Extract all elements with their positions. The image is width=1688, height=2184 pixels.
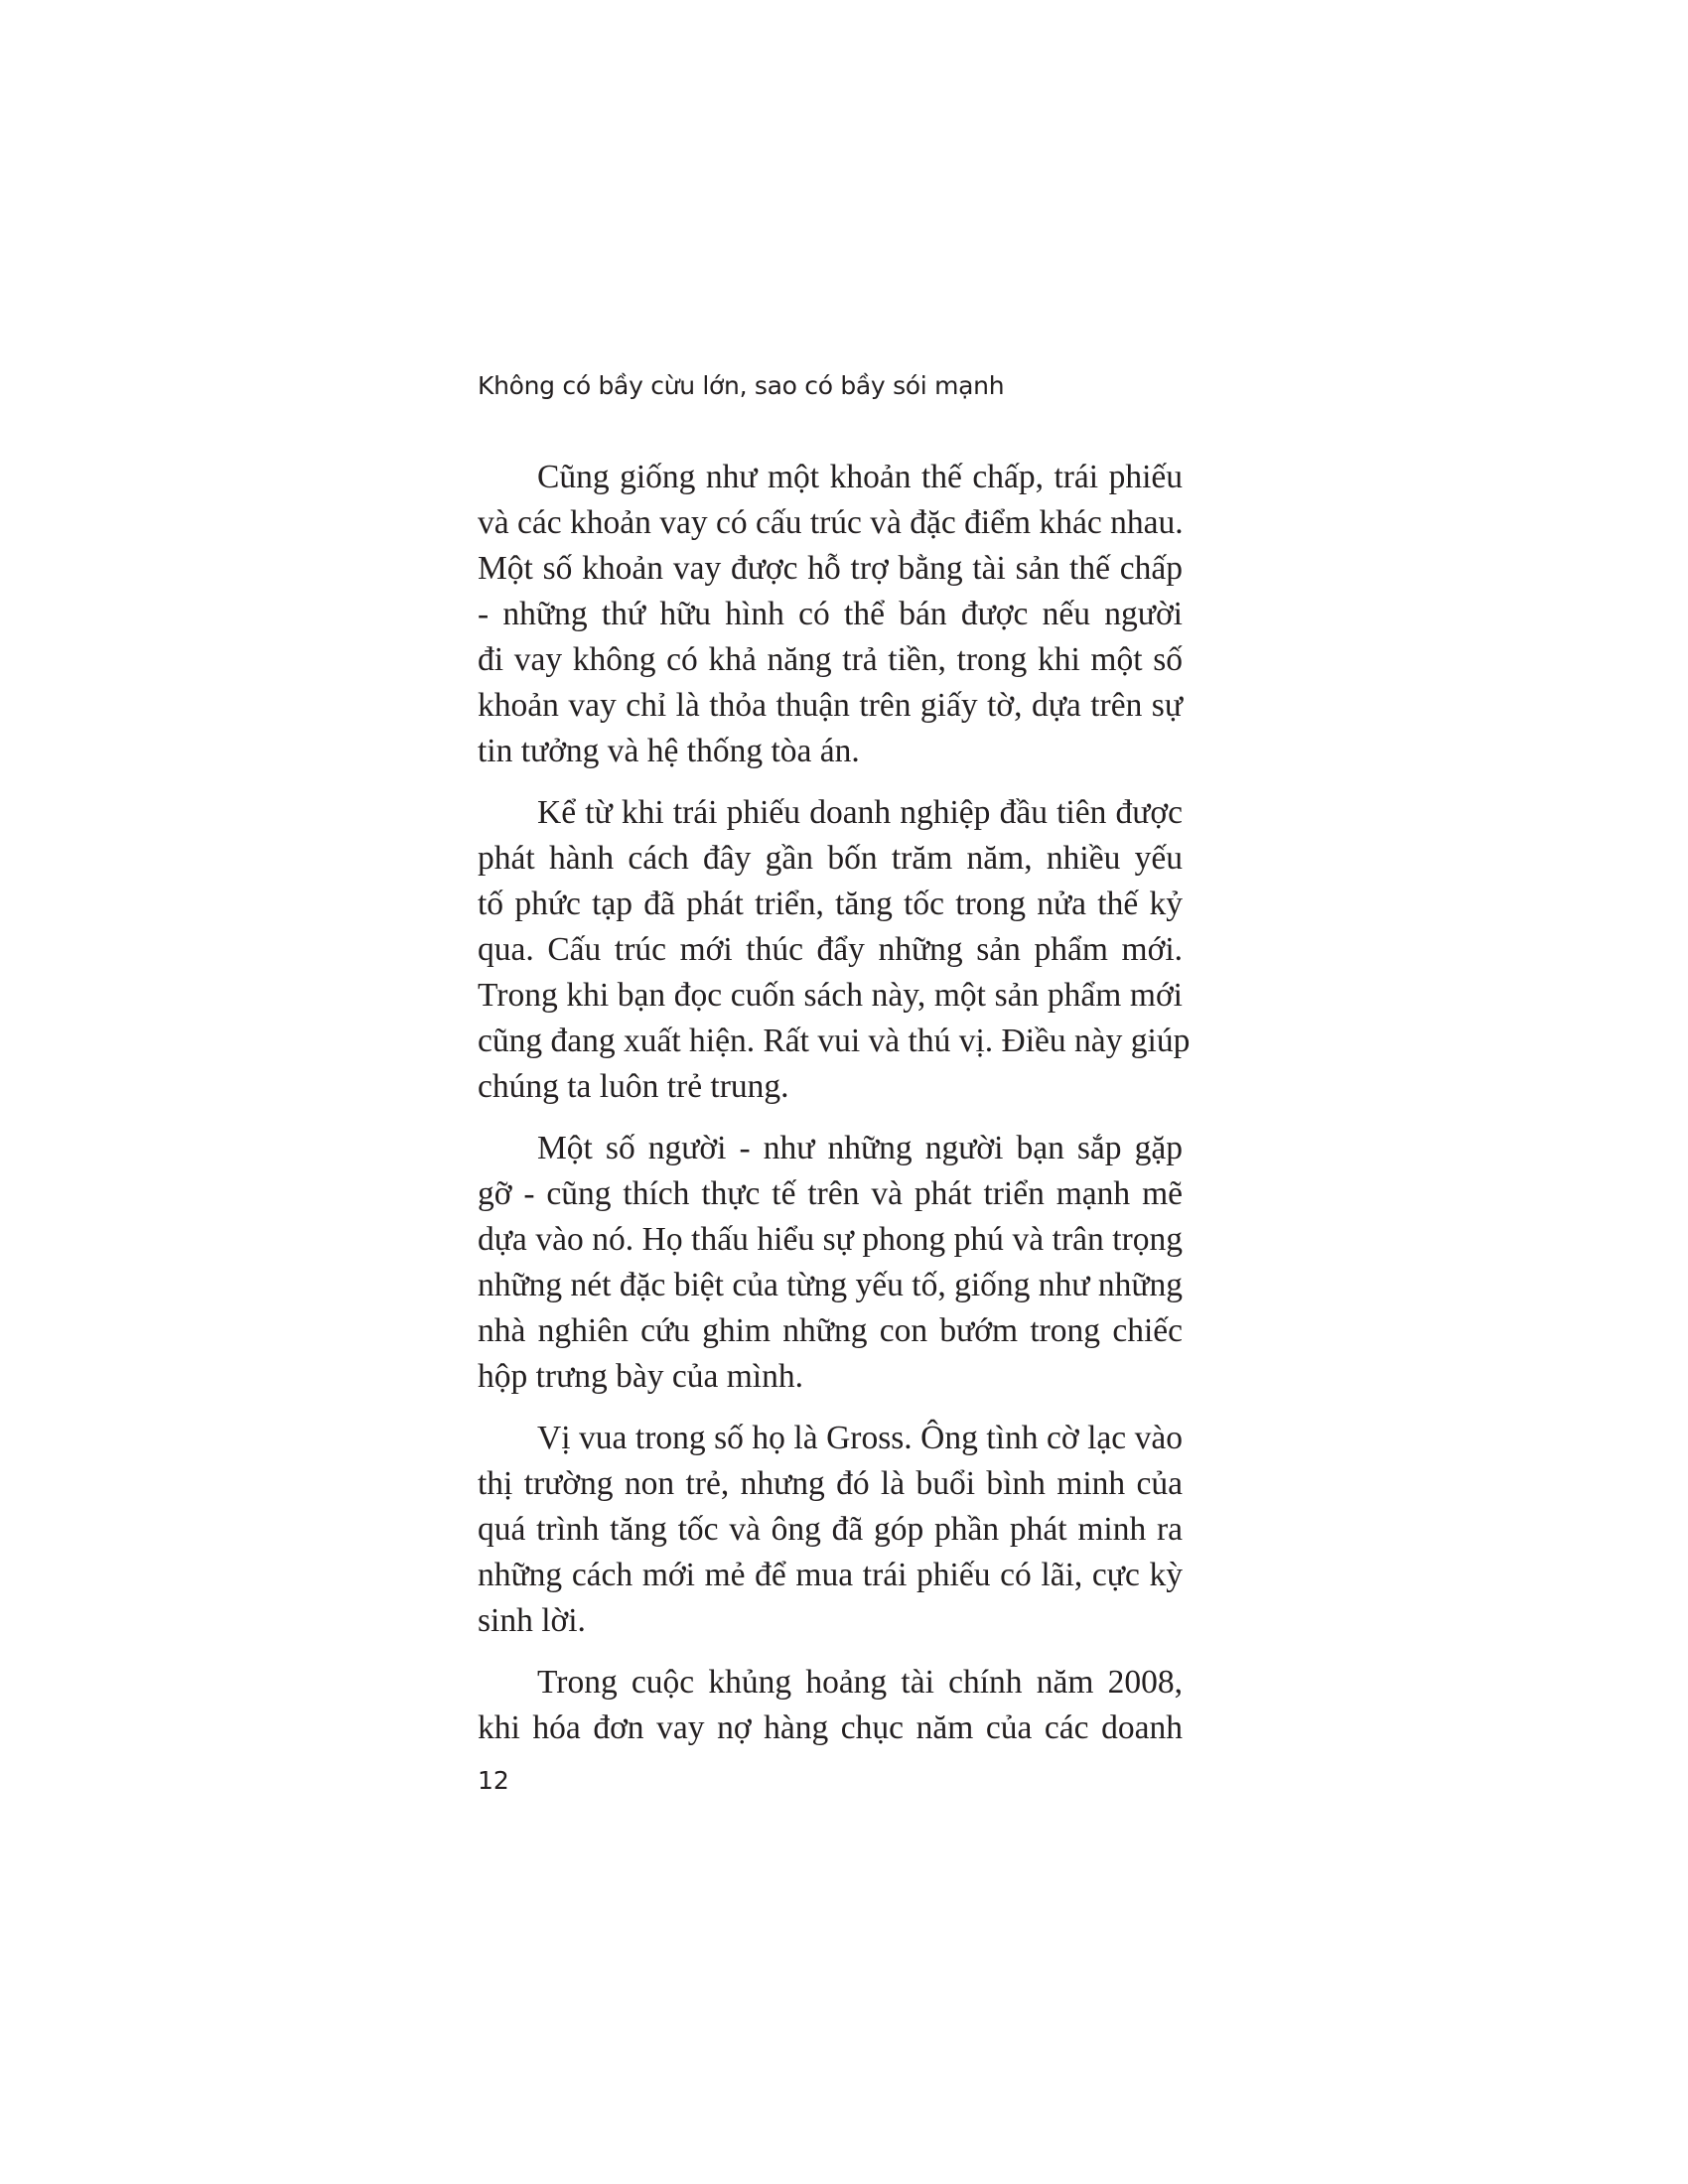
paragraph-4 [478, 1416, 1183, 1644]
paragraph-1 [478, 455, 1183, 774]
text-line: Trong khi bạn đọc cuốn sách này, một sản phẩm mới [478, 977, 1183, 1014]
text-line: Kể từ khi trái phiếu doanh nghiệp đầu tiên được [537, 794, 1183, 831]
text-line: đi vay không có khả năng trả tiền, trong khi một số [478, 641, 1183, 678]
text-line: tin tưởng và hệ thống tòa án. [478, 733, 860, 769]
text-line: Một số khoản vay được hỗ trợ bằng tài sản thế chấp [478, 550, 1183, 587]
text-line: thị trường non trẻ, nhưng đó là buổi bình minh của [478, 1465, 1183, 1502]
running-head: Không có bầy cừu lớn, sao có bầy sói mạnh [478, 371, 1005, 400]
paragraph-5 [478, 1660, 1183, 1751]
text-line: nhà nghiên cứu ghim những con bướm trong chiếc [478, 1312, 1183, 1349]
text-line: phát hành cách đây gần bốn trăm năm, nhiều yếu [478, 840, 1183, 877]
text-line: cũng đang xuất hiện. Rất vui và thú vị. Điều này giúp [478, 1023, 1191, 1059]
text-line: Cũng giống như một khoản thế chấp, trái phiếu [537, 459, 1183, 495]
text-line: hộp trưng bày của mình. [478, 1358, 803, 1395]
text-line: Vị vua trong số họ là Gross. Ông tình cờ lạc vào [537, 1420, 1183, 1456]
text-line: những nét đặc biệt của từng yếu tố, giống như những [478, 1267, 1183, 1303]
text-line: qua. Cấu trúc mới thúc đẩy những sản phẩm mới. [478, 931, 1183, 968]
text-line: dựa vào nó. Họ thấu hiểu sự phong phú và trân trọng [478, 1221, 1183, 1258]
text-line: - những thứ hữu hình có thể bán được nếu người [478, 596, 1183, 632]
text-line: chúng ta luôn trẻ trung. [478, 1068, 789, 1105]
text-line: Trong cuộc khủng hoảng tài chính năm 2008, [537, 1664, 1183, 1701]
text-line: những cách mới mẻ để mua trái phiếu có lãi, cực kỳ [478, 1557, 1183, 1593]
text-line: khi hóa đơn vay nợ hàng chục năm của các doanh [478, 1709, 1183, 1746]
paragraph-2 [478, 790, 1191, 1110]
text-line: tố phức tạp đã phát triển, tăng tốc trong nửa thế kỷ [478, 886, 1183, 922]
body-text [478, 455, 1191, 1767]
text-line: và các khoản vay có cấu trúc và đặc điểm khác nhau. [478, 504, 1184, 541]
text-line: khoản vay chỉ là thỏa thuận trên giấy tờ, dựa trên sự [478, 687, 1183, 724]
paragraph-3 [478, 1126, 1183, 1400]
text-line: quá trình tăng tốc và ông đã góp phần phát minh ra [478, 1511, 1183, 1548]
text-line: gỡ - cũng thích thực tế trên và phát triển mạnh mẽ [478, 1175, 1183, 1212]
page-number: 12 [478, 1766, 509, 1795]
text-line: sinh lời. [478, 1602, 586, 1639]
text-line: Một số người - như những người bạn sắp gặp [537, 1130, 1183, 1166]
